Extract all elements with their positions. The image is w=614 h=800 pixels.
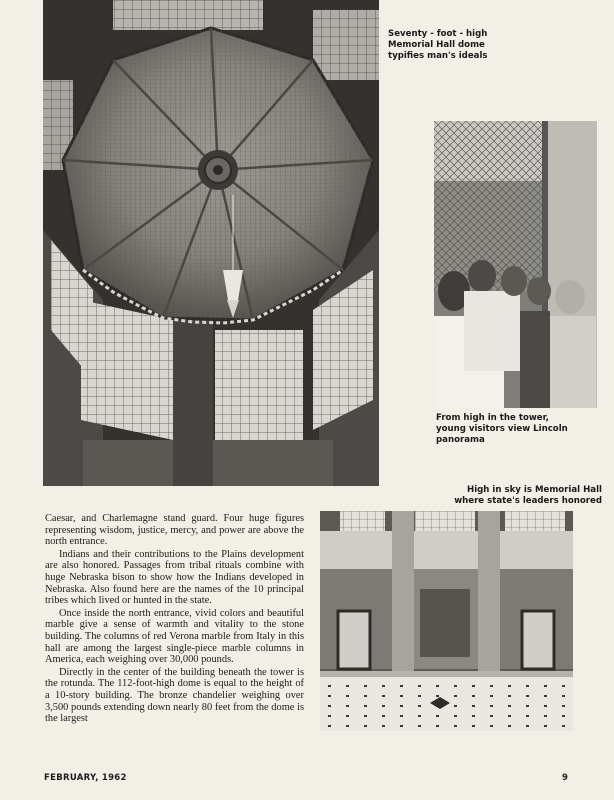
tower-view-illustration bbox=[434, 121, 597, 408]
article-paragraph: Directly in the center of the building beneath the tower is the rotunda. The 112-foot-high dome is equal to the height of a 10-story building. The bronze chandelier weighing over 3,500 pounds extending down nearly 80 feet from the dome is the largest bbox=[45, 666, 304, 725]
dome-caption: Seventy - foot - high Memorial Hall dome typifies man's ideals bbox=[388, 29, 488, 61]
tower-view-photo bbox=[434, 121, 597, 408]
memorial-hall-photo bbox=[320, 511, 573, 731]
tower-caption: From high in the tower, young visitors view Lincoln panorama bbox=[436, 413, 568, 445]
article-paragraph: Caesar, and Charlemagne stand guard. Four huge figures representing wisdom, justice, mercy, and power are above the north entrance. bbox=[45, 513, 304, 548]
dome-photo bbox=[43, 0, 379, 486]
hall-caption: High in sky is Memorial Hall where state's leaders honored bbox=[454, 485, 602, 506]
dome-illustration bbox=[43, 0, 379, 486]
issue-date: FEBRUARY, 1962 bbox=[44, 773, 127, 783]
article-paragraph: Once inside the north entrance, vivid colors and beautiful marble give a sense of warmth and vitality to the stone building. The columns of red Verona marble from Italy in this hall are among the largest single-piece marble columns in America, each weighing over 30,000 pounds. bbox=[45, 607, 304, 666]
memorial-hall-illustration bbox=[320, 511, 573, 731]
article-body bbox=[45, 513, 304, 726]
page-number: 9 bbox=[562, 773, 569, 783]
article-paragraph: Indians and their contributions to the Plains development are also honored. Passages from tribal rituals combine with huge Nebraska bison to show how the Indians developed in Nebraska. Also found here are the names of the 10 principal tribes which lived or hunted in the state. bbox=[45, 548, 304, 607]
